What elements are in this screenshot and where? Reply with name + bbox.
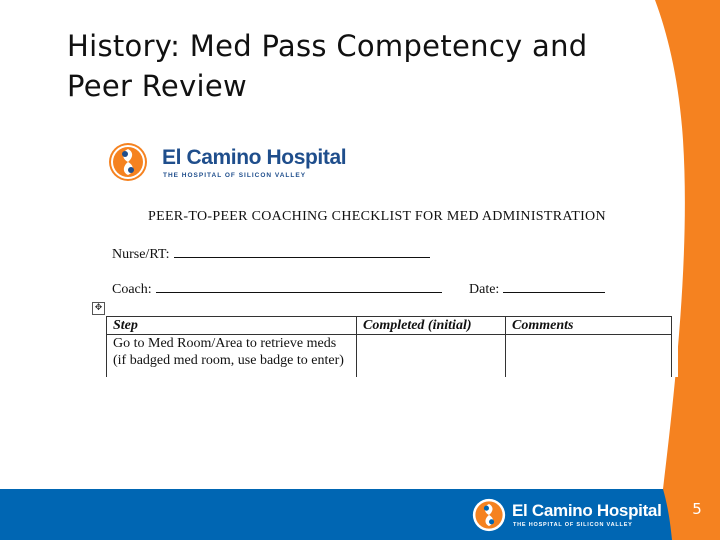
table-move-handle-icon: ✥ xyxy=(92,302,105,315)
hospital-logo-icon xyxy=(108,142,148,182)
footer-logo-tagline: THE HOSPITAL OF SILICON VALLEY xyxy=(513,522,633,528)
table-cell-step: Go to Med Room/Area to retrieve meds (if badged med room, use badge to enter) xyxy=(107,335,357,378)
coach-blank-line xyxy=(156,280,442,293)
page-number: 5 xyxy=(692,500,702,518)
date-label: Date: xyxy=(469,282,500,297)
nurse-field xyxy=(112,245,430,263)
nurse-label: Nurse/RT: xyxy=(112,247,170,262)
document-logo xyxy=(102,140,347,184)
date-field xyxy=(469,280,605,298)
footer-logo xyxy=(472,496,682,534)
table-header-row xyxy=(107,317,672,335)
column-header-comments: Comments xyxy=(506,317,672,335)
date-blank-line xyxy=(503,280,605,293)
checklist-heading: PEER-TO-PEER COACHING CHECKLIST FOR MED ADMINISTRATION xyxy=(148,209,606,224)
column-header-step: Step xyxy=(107,317,357,335)
coach-label: Coach: xyxy=(112,282,152,297)
coach-field xyxy=(112,280,442,298)
footer-logo-name: El Camino Hospital xyxy=(512,501,662,520)
checklist-table xyxy=(106,316,672,377)
nurse-blank-line xyxy=(174,245,430,258)
table-cell-completed xyxy=(357,335,506,378)
checklist-document-image xyxy=(88,128,678,377)
table-row xyxy=(107,335,672,378)
slide-title: History: Med Pass Competency and Peer Review xyxy=(67,29,588,103)
document-logo-tagline: THE HOSPITAL OF SILICON VALLEY xyxy=(163,172,307,179)
table-cell-comments xyxy=(506,335,672,378)
column-header-completed: Completed (initial) xyxy=(357,317,506,335)
document-logo-name: El Camino Hospital xyxy=(162,146,347,169)
footer-hospital-logo-icon xyxy=(472,498,506,532)
